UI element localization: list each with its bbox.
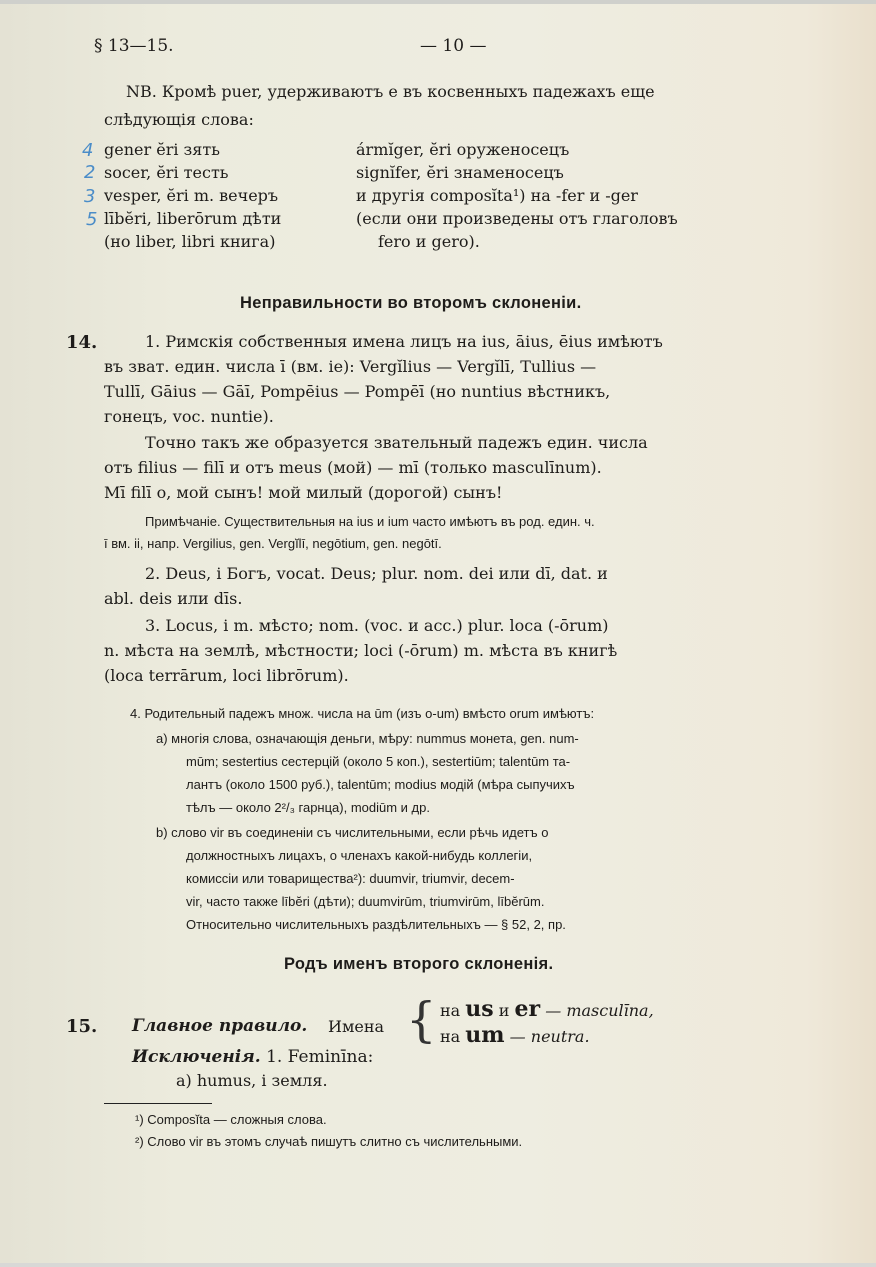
handwritten-mark: 3 [84,186,96,207]
brace: { [406,992,437,1048]
word-list-item: (но liber, libri книга) [104,232,276,251]
footnote: ²) Слово vir въ этомъ случаѣ пишутъ слитно съ числительными. [135,1134,523,1149]
paragraph-line: гонецъ, voc. nuntie). [104,407,274,426]
paragraph-line: 3. Locus, i m. мѣсто; nom. (voc. и acc.) plur. loca (-ōrum) [145,616,609,635]
section-number: 15. [66,1016,98,1037]
paragraph-line: a) многія слова, означающія деньги, мѣру: nummus монета, gen. num- [156,731,579,746]
word-list-item: gener ĕri зять [104,140,220,159]
exceptions-line [132,1047,373,1067]
ending: um [465,1022,505,1048]
note-line: ī вм. ii, напр. Vergilius, gen. Vergĭlī, negōtium, gen. negōtī. [104,536,442,551]
bottom-edge [0,1263,876,1267]
footnote-rule [104,1103,212,1104]
paragraph-line: должностныхъ лицахъ, о членахъ какой-нибудь коллегіи, [186,848,533,863]
ending: er [514,996,541,1022]
paragraph-line: Точно такъ же образуется звательный падежъ един. числа [145,433,648,452]
rule-line-2 [440,1022,590,1048]
section-heading: Родъ именъ второго склоненія. [284,955,554,973]
section-heading: Неправильности во второмъ склоненіи. [240,294,582,312]
paragraph-line: отъ filius — filī и отъ meus (мой) — mī (только masculīnum). [104,458,602,477]
conjunction: и [498,1001,510,1020]
rule-line-1 [440,996,654,1022]
paragraph-line: 1. Римскія собственныя имена лицъ на ius, āius, ēius имѣютъ [145,332,663,351]
paragraph-line: vir, часто также lībĕri (дѣти); duumvirūm, triumvirūm, lībĕrūm. [186,894,545,909]
exceptions-a: a) humus, i земля. [176,1071,328,1090]
paragraph-line: комиссіи или товарищества²): duumvir, triumvir, decem- [186,871,515,886]
word-list-item: и другія composĭta¹) на -fer и -ger [356,186,638,205]
rule-prefix: на [440,1001,461,1020]
handwritten-mark: 5 [86,209,98,230]
word-list-item: (если они произведены отъ глаголовъ [356,209,678,228]
paragraph-line: 4. Родительный падежъ множ. числа на ūm (изъ o-um) вмѣсто orum имѣютъ: [130,706,595,721]
gender: — neutra. [509,1027,590,1046]
paragraph-line: abl. deis или dīs. [104,589,243,608]
handwritten-mark: 2 [84,162,96,183]
paragraph-line: Относительно числительныхъ раздѣлительныхъ — § 52, 2, пр. [186,917,566,932]
handwritten-mark: 4 [82,140,94,161]
exceptions-item: 1. Feminīna: [266,1047,374,1067]
word-list-item: socer, ĕri тесть [104,163,229,182]
footnote: ¹) Composĭta — сложныя слова. [135,1112,327,1127]
paragraph-line: лантъ (около 1500 руб.), talentūm; modius модій (мѣра сыпучихъ [186,777,575,792]
paragraph-line: mūm; sestertius сестерцій (около 5 коп.), sestertiūm; talentūm та- [186,754,571,769]
paragraph-line: тѣлъ — около 2²/₃ гарнца), modiūm и др. [186,800,430,815]
page-number: — 10 — [420,36,487,56]
nb-line-1: NB. Кромѣ puer, удерживаютъ e въ косвенныхъ падежахъ еще [126,82,655,101]
section-number: 14. [66,332,98,353]
nb-line-2: слѣдующія слова: [104,110,254,129]
paragraph-line: Tullī, Gāius — Gāī, Pompēius — Pompēī (но nuntius вѣстникъ, [104,382,611,401]
paragraph-line: 2. Deus, i Богъ, vocat. Deus; plur. nom. dei или dī, dat. и [145,564,608,583]
paragraph-line: въ зват. един. числа ī (вм. ie): Vergĭlius — Vergĭlī, Tullius — [104,357,597,376]
ending: us [465,996,494,1022]
paragraph-line: Mī filī o, мой сынъ! мой милый (дорогой) сынъ! [104,483,503,502]
paragraph-line: (loca terrārum, loci librōrum). [104,666,349,685]
paragraph-line: b) слово vir въ соединеніи съ числительными, если рѣчь идетъ о [156,825,549,840]
paragraph-line: n. мѣста на землѣ, мѣстности; loci (-ōrum) m. мѣста въ книгѣ [104,641,618,660]
rule-label: Главное правило. [132,1016,308,1036]
word-list-item: signĭfer, ĕri знаменосецъ [356,163,564,182]
gender: — masculīna, [545,1001,654,1020]
rule-prefix: на [440,1027,461,1046]
word-list-item: ármĭger, ĕri оруженосецъ [356,140,570,159]
word-list-item: vesper, ĕri m. вечеръ [104,186,279,205]
word-list-item: fero и gero). [378,232,480,251]
section-reference: § 13—15. [94,36,174,56]
word-list-item: lībĕri, liberōrum дѣти [104,209,282,228]
exceptions-label: Исключенія. [132,1047,261,1067]
top-edge [0,0,876,4]
rule-word: Имена [328,1017,385,1036]
note-line: Примѣчаніе. Существительныя на ius и ium часто имѣютъ въ род. един. ч. [145,514,595,529]
